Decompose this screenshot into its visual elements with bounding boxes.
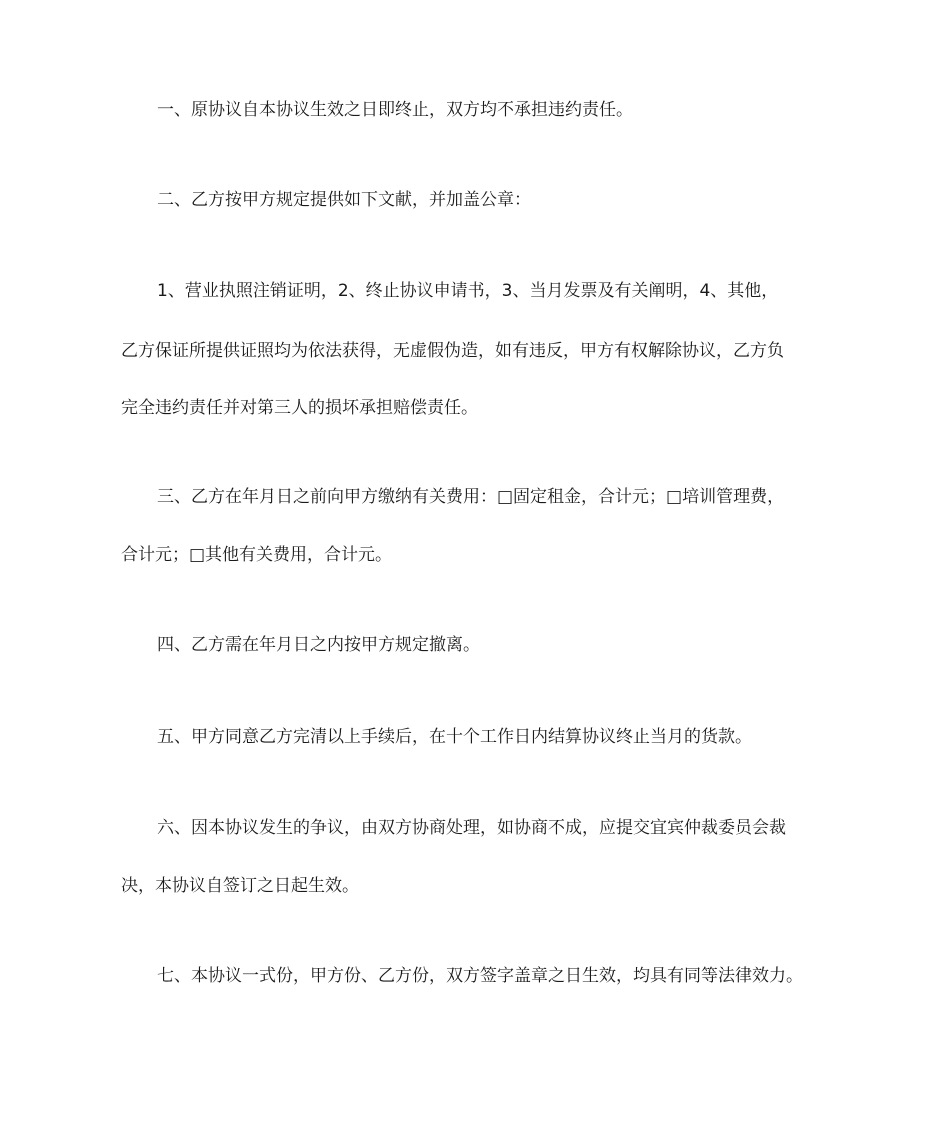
clause-1-text: 一、原协议自本协议生效之日即终止，双方均不承担违约责任。	[157, 100, 633, 120]
clause-4-text: 四、乙方需在年月日之内按甲方规定撤离。	[157, 635, 480, 655]
clause-2-guarantee-text: 乙方保证所提供证照均为依法获得，无虚假伪造，如有违反，甲方有权解除协议，乙方负	[121, 341, 784, 361]
clause-7-text: 七、本协议一式份，甲方份、乙方份，双方签字盖章之日生效，均具有同等法律效力。	[157, 966, 803, 986]
clause-3-continued-text: 合计元；□其他有关费用，合计元。	[121, 545, 393, 565]
clause-5-text: 五、甲方同意乙方完清以上手续后，在十个工作日内结算协议终止当月的货款。	[157, 727, 752, 747]
clause-3-text: 三、乙方在年月日之前向甲方缴纳有关费用：□固定租金，合计元；□培训管理费，	[157, 487, 785, 507]
clause-6-continued-text: 决，本协议自签订之日起生效。	[121, 876, 359, 896]
clause-6-text: 六、因本协议发生的争议，由双方协商处理，如协商不成，应提交宜宾仲裁委员会裁	[157, 818, 786, 838]
clause-2-text: 二、乙方按甲方规定提供如下文献，并加盖公章：	[157, 190, 531, 210]
clause-2-liability-text: 完全违约责任并对第三人的损坏承担赔偿责任。	[121, 398, 478, 418]
clause-2-items-text: 1、营业执照注销证明，2、终止协议申请书，3、当月发票及有关阐明，4、其他，	[157, 281, 779, 301]
